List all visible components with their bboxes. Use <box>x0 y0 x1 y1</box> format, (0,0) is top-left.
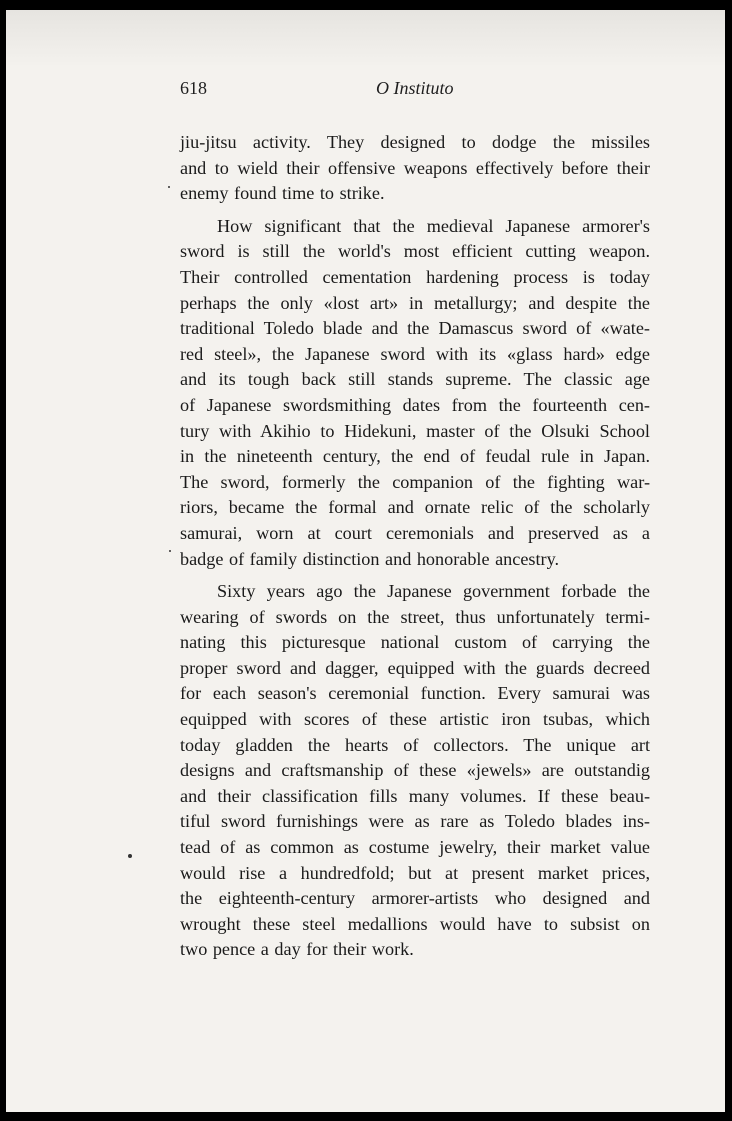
text-line: The sword, formerly the companion of the fighting war- <box>180 471 650 492</box>
text-line: in the nineteenth century, the end of feudal rule in Japan. <box>180 446 650 467</box>
paragraph-2 <box>180 214 650 572</box>
text-line: badge of family distinction and honorable ancestry. <box>180 548 560 569</box>
text-line: and to wield their offensive weapons effectively before their <box>180 157 650 178</box>
text-line: equipped with scores of these artistic iron tsubas, which <box>180 709 650 730</box>
text-line: sword is still the world's most efficient cutting weapon. <box>180 241 650 262</box>
text-line: would rise a hundredfold; but at present market prices, <box>180 862 650 883</box>
text-line: wrought these steel medallions would have to subsist on <box>180 913 650 934</box>
text-line: jiu-jitsu activity. They designed to dodge the missiles <box>180 132 650 152</box>
text-line: traditional Toledo blade and the Damascus sword of «wate- <box>180 318 650 339</box>
text-line: today gladden the hearts of collectors. The unique art <box>180 734 650 755</box>
text-line: Sixty years ago the Japanese government forbade the <box>217 581 650 602</box>
text-line: wearing of swords on the street, thus unfortunately termi- <box>180 606 650 627</box>
text-line: and its tough back still stands supreme. The classic age <box>180 369 650 390</box>
paragraph-1 <box>180 130 650 207</box>
text-line: proper sword and dagger, equipped with the guards decreed <box>180 657 650 678</box>
paragraph-3 <box>180 579 650 963</box>
text-line: the eighteenth-century armorer-artists who designed and <box>180 888 650 909</box>
text-line: riors, became the formal and ornate relic of the scholarly <box>180 497 650 518</box>
text-line: of Japanese swordsmithing dates from the fourteenth cen- <box>180 394 650 415</box>
scan-shadow <box>6 10 725 68</box>
text-line: tead of as common as costume jewelry, their market value <box>180 837 650 858</box>
text-line: designs and craftsmanship of these «jewels» are outstandig <box>180 760 650 781</box>
text-line: tury with Akihio to Hidekuni, master of the Olsuki School <box>180 420 650 441</box>
page-number: 618 <box>180 78 207 98</box>
text-line: nating this picturesque national custom of carrying the <box>180 632 650 653</box>
text-line: tiful sword furnishings were as rare as Toledo blades ins- <box>180 811 650 832</box>
scan-speck <box>128 854 132 858</box>
text-line: and their classification fills many volumes. If these beau- <box>180 785 650 806</box>
page-sheet <box>6 10 725 1112</box>
text-line: two pence a day for their work. <box>180 939 414 960</box>
text-line: samurai, worn at court ceremonials and preserved as a <box>180 522 650 543</box>
scan-speck <box>168 186 170 188</box>
text-line: red steel», the Japanese sword with its «glass hard» edge <box>180 343 650 364</box>
scan-speck <box>169 550 171 552</box>
text-line: enemy found time to strike. <box>180 183 385 204</box>
text-line: How significant that the medieval Japanese armorer's <box>217 215 650 236</box>
text-line: for each season's ceremonial function. Every samurai was <box>180 683 650 704</box>
running-title: O Instituto <box>376 78 454 98</box>
body-text <box>180 130 650 970</box>
text-line: perhaps the only «lost art» in metallurgy; and despite the <box>180 292 650 313</box>
text-line: Their controlled cementation hardening process is today <box>180 266 650 287</box>
page-header <box>180 78 660 108</box>
